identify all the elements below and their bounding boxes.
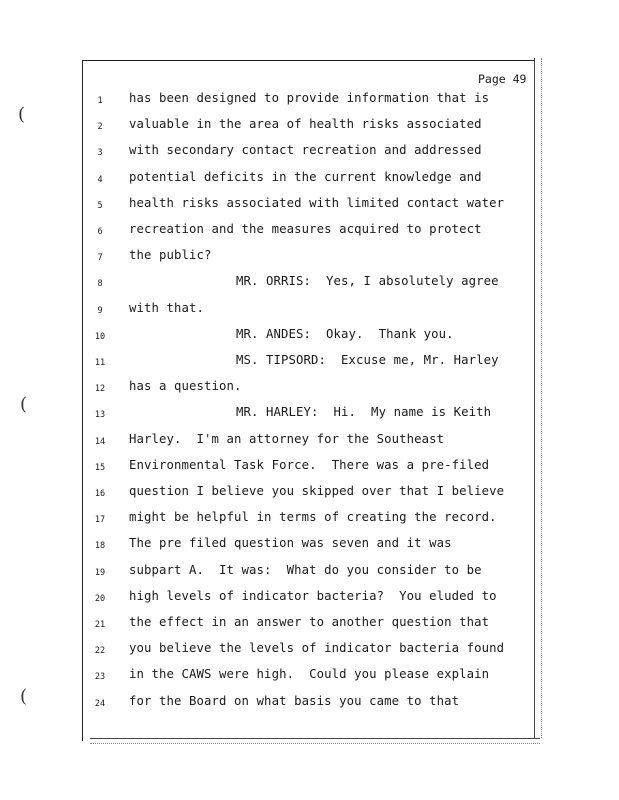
transcript-line (84, 170, 544, 192)
transcript-line (84, 196, 544, 218)
punch-hole-mark-top: ( (18, 104, 26, 125)
line-number: 12 (94, 384, 106, 395)
line-text: has been designed to provide information that is (129, 91, 490, 105)
line-text: the public? (129, 248, 212, 263)
line-number: 18 (94, 541, 106, 552)
line-number: 14 (94, 436, 106, 447)
punch-hole-mark-middle: ( (20, 394, 28, 415)
line-text: MR. ANDES: Okay. Thank you. (236, 326, 454, 341)
punch-hole-mark-bottom: ( (20, 686, 28, 707)
transcript-line (84, 379, 544, 401)
line-number: 17 (94, 515, 106, 526)
line-number: 20 (94, 593, 106, 604)
line-number: 5 (97, 200, 103, 211)
line-text: MS. TIPSORD: Excuse me, Mr. Harley (236, 353, 499, 367)
line-number: 11 (94, 358, 106, 368)
transcript-line (84, 405, 544, 427)
line-text: you believe the levels of indicator bacteria found (129, 641, 505, 656)
line-text: recreation and the measures acquired to protect (129, 222, 482, 236)
line-text: with that. (129, 300, 205, 315)
line-text: The pre filed question was seven and it was (129, 536, 452, 551)
line-number: 16 (94, 489, 106, 499)
transcript-line (84, 143, 544, 165)
line-text: high levels of indicator bacteria? You eluded to (129, 588, 497, 603)
transcript-line (84, 615, 544, 637)
line-text: the effect in an answer to another question that (129, 615, 490, 629)
line-number: 24 (94, 698, 106, 709)
line-text: with secondary contact recreation and addressed (129, 143, 482, 158)
line-number: 8 (97, 279, 103, 290)
line-text: valuable in the area of health risks associated (129, 117, 482, 132)
line-number: 15 (94, 462, 106, 473)
line-number: 3 (97, 148, 103, 159)
line-text: Environmental Task Force. There was a pre-filed (129, 457, 490, 472)
line-text: in the CAWS were high. Could you please explain (129, 667, 490, 682)
transcript-line (84, 694, 544, 716)
transcript-line (84, 667, 544, 689)
transcript-line (84, 301, 544, 323)
transcript-line (84, 353, 544, 375)
line-text: potential deficits in the current knowledge and (129, 169, 482, 184)
page-number: Page 49 (478, 72, 527, 86)
transcript-line (84, 536, 544, 558)
line-number: 4 (97, 174, 103, 185)
line-number: 10 (94, 331, 106, 342)
line-text: might be helpful in terms of creating the record. (129, 510, 497, 525)
page-edge-bottom (90, 738, 540, 744)
transcript-line (84, 117, 544, 139)
transcript-line (84, 327, 544, 349)
line-text: for the Board on what basis you came to that (129, 693, 460, 708)
line-text: MR. HARLEY: Hi. My name is Keith (236, 405, 492, 420)
line-text: has a question. (129, 379, 242, 394)
transcript-line (84, 274, 544, 296)
line-number: 1 (97, 96, 103, 106)
line-number: 6 (97, 227, 103, 237)
transcript-line (84, 458, 544, 480)
transcript-line (84, 432, 544, 454)
line-number: 23 (94, 672, 106, 683)
transcript-line (84, 563, 544, 585)
transcript-line (84, 589, 544, 611)
transcript-line (84, 510, 544, 532)
line-number: 22 (94, 646, 106, 657)
line-text: health risks associated with limited contact water (129, 195, 505, 210)
line-text: MR. ORRIS: Yes, I absolutely agree (236, 274, 499, 289)
line-number: 21 (94, 620, 106, 630)
transcript-line (84, 248, 544, 270)
line-number: 7 (97, 253, 103, 264)
transcript-line (84, 91, 544, 113)
transcript-line (84, 484, 544, 506)
transcript-line (84, 641, 544, 663)
line-text: question I believe you skipped over that I believe (129, 484, 505, 498)
line-number: 2 (97, 122, 103, 133)
line-number: 19 (94, 567, 106, 578)
line-text: Harley. I'm an attorney for the Southeast (129, 431, 445, 446)
transcript-line (84, 222, 544, 244)
line-number: 13 (94, 410, 106, 421)
line-text: subpart A. It was: What do you consider to be (129, 562, 482, 577)
line-number: 9 (97, 305, 103, 316)
